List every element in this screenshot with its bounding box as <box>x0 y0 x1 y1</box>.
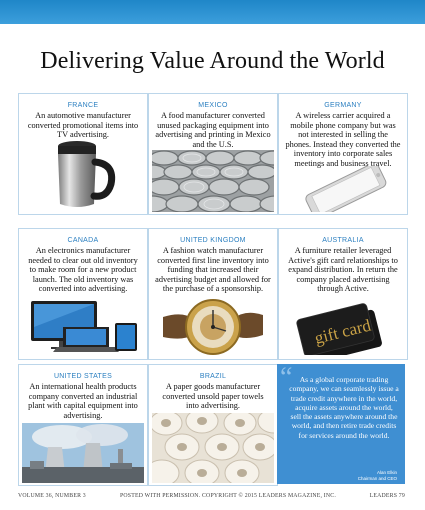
panel-australia <box>278 228 408 360</box>
travel-mug-image <box>49 138 119 212</box>
panel-canada <box>18 228 148 360</box>
panel-mexico <box>148 93 278 215</box>
panel-country: GERMANY <box>324 102 362 109</box>
panel-country: UNITED KINGDOM <box>180 237 246 244</box>
panel-country: CANADA <box>67 237 99 244</box>
paper-towels-image <box>152 413 274 483</box>
quote-mark-icon: “ <box>280 364 293 393</box>
industrial-plant-image <box>22 423 144 483</box>
tin-cans-image <box>152 150 274 212</box>
panel-germany <box>278 93 408 215</box>
gift-card-label: gift card <box>312 315 373 348</box>
quote-role: Chairman and CEO <box>357 475 397 481</box>
panel-united-kingdom <box>148 228 278 360</box>
panel-text: An international health products company converted an industrial plant with capital equipment into advertising. <box>28 382 138 420</box>
panel-text: A fashion watch manufacturer converted first line inventory into funding that increased their advertising budget and allowed for the purchase of a sponsorship. <box>155 246 271 294</box>
quote-text: As a global corporate trading company, we can seamlessly issue a trade credit anywhere in the world, acquire assets around the world, sell the assets anywhere around the world, and then retire trade credits for services around the world. <box>289 375 399 440</box>
header-bar <box>0 0 425 24</box>
quote-box <box>277 364 405 484</box>
panel-country: AUSTRALIA <box>322 237 364 244</box>
panel-text: A paper goods manufacturer converted unsold paper towels into advertising. <box>162 382 264 411</box>
panel-text: A furniture retailer leveraged Active's gift card relationships to expand distribution. In return the company placed advertising through Active. <box>288 246 398 294</box>
panel-france <box>18 93 148 215</box>
footer-page: LEADERS 79 <box>369 493 405 499</box>
panel-country: BRAZIL <box>199 373 227 380</box>
panel-text: An electronics manufacturer needed to clear out old inventory to make room for a new product launch. The old inventory was converted into advertising. <box>28 246 138 294</box>
footer-copyright: POSTED WITH PERMISSION. COPYRIGHT © 2015 LEADERS MAGAZINE, INC. <box>120 493 336 499</box>
quote-name: Alan Elkin <box>376 470 397 475</box>
wristwatch-image <box>163 295 263 357</box>
gift-cards-image <box>287 299 399 355</box>
page-title: Delivering Value Around the World <box>40 48 385 74</box>
smartphone-image <box>297 166 393 212</box>
quote-attribution <box>358 470 397 481</box>
footer-volume: VOLUME 36, NUMBER 3 <box>18 493 86 499</box>
panel-brazil <box>148 364 278 486</box>
panel-country: UNITED STATES <box>53 373 113 380</box>
panel-country: FRANCE <box>67 102 99 109</box>
panel-united-states <box>18 364 148 486</box>
panel-text: A food manufacturer converted unused packaging equipment into advertising and printing in Mexico and the U.S. <box>155 111 271 149</box>
panel-text: A wireless carrier acquired a mobile phone company but was not interested in selling the phones. Instead they converted the inventory into corporate sales meetings and business travel. <box>285 111 401 168</box>
computers-image <box>23 297 143 355</box>
panel-text: An automotive manufacturer converted promotional items into TV advertising. <box>27 111 139 140</box>
panel-country: MEXICO <box>198 102 228 109</box>
